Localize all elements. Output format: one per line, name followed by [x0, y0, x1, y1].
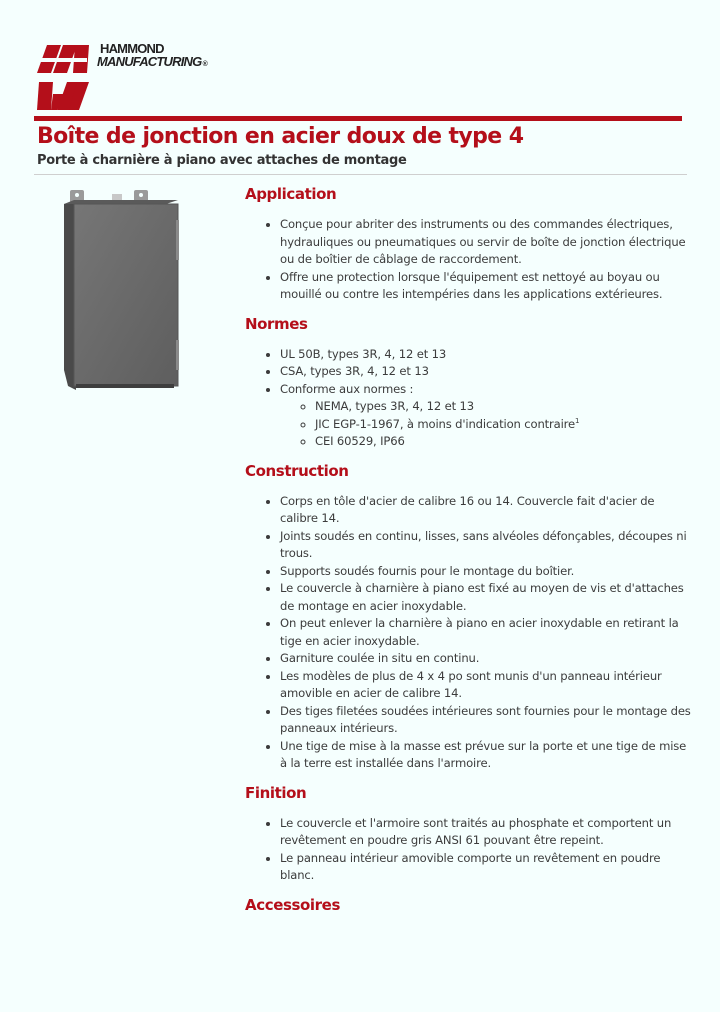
spec-content: [245, 184, 695, 915]
footnote-mark: 1: [575, 416, 580, 425]
brand-name-line2: [97, 55, 207, 71]
brand-name-line2-text: MANUFACTURING: [97, 54, 202, 69]
section-heading-accessoires: Accessoires: [245, 895, 340, 914]
hammond-logo: [37, 42, 237, 114]
product-image: [62, 190, 186, 390]
list-item: • Des tiges filetées soudées intérieures sont fournies pour le montage des panneaux intérieurs.: [280, 703, 695, 738]
list-item-conforme: [280, 381, 695, 451]
list-item: • Le couvercle à charnière à piano est fixé au moyen de vis et d'attaches de montage en acier inoxydable.: [280, 580, 695, 615]
list-item: • Supports soudés fournis pour le montage du boîtier.: [280, 563, 695, 581]
page-title: Boîte de jonction en acier doux de type 4: [37, 124, 524, 149]
hammond-logo-mark-icon: [37, 42, 91, 114]
brand-name: [97, 42, 207, 71]
list-item-text: Conforme aux normes :: [280, 381, 414, 396]
list-item: • CSA, types 3R, 4, 12 et 13: [280, 363, 695, 381]
list-item: • On peut enlever la charnière à piano en acier inoxydable en retirant la tige en acier inoxydable.: [280, 615, 695, 650]
sub-list-item: [315, 416, 695, 434]
list-item: • Conçue pour abriter des instruments ou des commandes électriques, hydrauliques ou pneumatiques ou servir de boîte de jonction électrique ou de boîtier de câblage de raccordement.: [280, 216, 695, 269]
header-red-divider: [34, 116, 682, 121]
sub-list-item: ◦ CEI 60529, IP66: [315, 433, 695, 451]
application-list: [245, 216, 695, 304]
list-item: • Offre une protection lorsque l'équipement est nettoyé au boyau ou mouillé ou contre les intempéries dans les applications extérieures.: [280, 269, 695, 304]
section-heading-finition: Finition: [245, 783, 307, 802]
list-item: • Joints soudés en continu, lisses, sans alvéoles défonçables, découpes ni trous.: [280, 528, 695, 563]
list-item: • Le panneau intérieur amovible comporte un revêtement en poudre blanc.: [280, 850, 695, 885]
brand-name-line1: HAMMOND: [100, 41, 164, 56]
sub-list-item: ◦ NEMA, types 3R, 4, 12 et 13: [315, 398, 695, 416]
list-item: • Les modèles de plus de 4 x 4 po sont munis d'un panneau intérieur amovible en acier de calibre 14.: [280, 668, 695, 703]
section-heading-application: Application: [245, 185, 337, 203]
list-item: • Corps en tôle d'acier de calibre 16 ou 14. Couvercle fait d'acier de calibre 14.: [280, 493, 695, 528]
list-item: • UL 50B, types 3R, 4, 12 et 13: [280, 346, 695, 364]
finition-list: [245, 815, 695, 885]
section-heading-construction: Construction: [245, 461, 349, 480]
normes-sublist: [280, 398, 695, 451]
registered-mark: ®: [202, 61, 207, 68]
header-gray-divider: [34, 174, 687, 175]
normes-list: [245, 346, 695, 451]
section-heading-normes: Normes: [245, 314, 308, 333]
list-item: • Garniture coulée in situ en continu.: [280, 650, 695, 668]
list-item: • Le couvercle et l'armoire sont traités au phosphate et comportent un revêtement en poudre gris ANSI 61 pouvant être repeint.: [280, 815, 695, 850]
list-item: • Une tige de mise à la masse est prévue sur la porte et une tige de mise à la terre est installée dans l'armoire.: [280, 738, 695, 773]
sub-list-item-text: JIC EGP-1-1967, à moins d'indication contraire: [315, 416, 576, 431]
page-subtitle: Porte à charnière à piano avec attaches de montage: [37, 153, 407, 168]
construction-list: [245, 493, 695, 773]
